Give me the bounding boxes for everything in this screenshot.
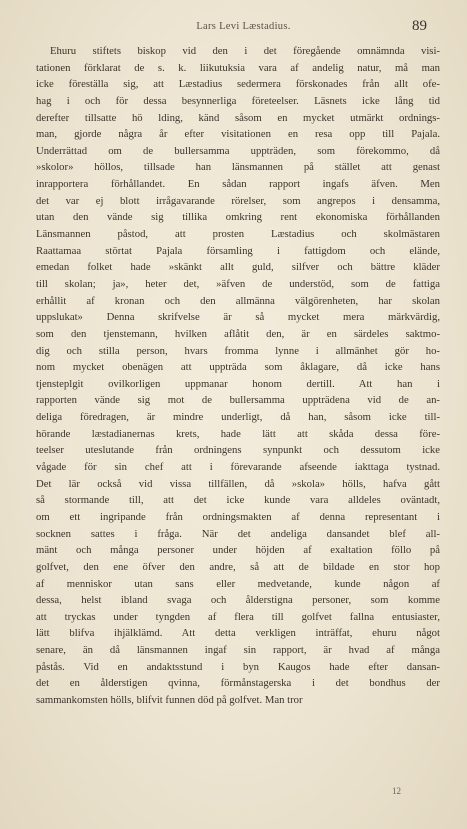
text-line: Länsmannen påstod, att prosten Læstadius och skolmästaren [36,228,440,241]
page-number: 89 [412,18,427,34]
text-line: vågade för sin chef att i förevarande afseende iakttaga tystnad. [36,461,440,474]
text-line: hag i och för dessa besynnerliga företeelser. Läsnets icke lång tid [36,94,440,107]
text-line: tationen förklarat de s. k. liikutuksia vara af andelig natur, må man [36,61,440,74]
text-line: så stormande till, att det icke kunde vara alldeles oväntadt, [36,494,440,507]
text-line: man, gjorde några år efter visitationen en resa opp till Pajala. [36,128,440,141]
text-line: att tryckas under tyngden af flera till golfvet fallna entusiaster, [36,610,440,623]
text-line: golfvet, den ene öfver den andre, så att de bildade en stor hop [36,560,440,573]
text-line: dig och stilla person, hvars fromma lynne i allmänhet gör ho- [36,344,440,357]
text-line: det en ålderstigen qvinna, förmånstagerska i det bondhus der [36,677,440,690]
text-line: erhållit af kronan och den allmänna välgörenheten, har skolan [36,294,440,307]
text-line: sammankomsten hölls, blifvit funnen död på golfvet. Man tror [36,693,303,706]
text-line: mänt och många personer under höjden af exaltation föllo på [36,544,440,557]
text-line: uppslukat» Denna skrifvelse är så mycket mera märkvärdig, [36,311,440,324]
text-line: hörande læstadianernas krets, hade lätt att skåda dessa före- [36,427,440,440]
body-text [36,43,440,709]
text-line: deliga föredragen, är mindre underligt, då han, såsom icke till- [36,411,440,424]
text-line: derefter tillsatte hö lding, känd såsom en mycket utmärkt ordnings- [36,111,440,124]
text-line: emedan folket hade »skänkt allt guld, silfver och bättre kläder [36,261,440,274]
text-line: lätt blifva ihjälklämd. Att detta verkligen inträffat, ehuru något [36,627,440,640]
text-line: icke föreställa sig, att Læstadius sedermera förskonades från allt ofe- [36,78,440,91]
running-head [60,18,427,38]
text-line: nom mycket obenägen att uppträda som åklagare, då icke hans [36,361,440,374]
text-line: om ett ingripande från ordningsmakten af denna representant i [36,510,440,523]
text-line: Det lär också vid vissa tillfällen, då »skola» hölls, hafva gått [36,477,440,490]
text-line: som den tjenstemann, hvilken aflåtit den, är en särdeles saktmo- [36,327,440,340]
text-line: Underrättad om de bullersamma uppträden, som förekommo, då [36,144,440,157]
text-line: teelser uteslutande från ordningens synpunkt och dessutom icke [36,444,440,457]
text-line: Raattamaa störtat Pajala församling i fattigdom och elände, [36,244,440,257]
text-line: »skolor» höllos, tillsade han länsmannen på stället att genast [36,161,440,174]
text-line: utan den vände sig tillika omkring rent ekonomiska förhållanden [36,211,440,224]
text-line: socknen sattes i fråga. När det andeliga dansandet blef all- [36,527,440,540]
signature-mark: 12 [392,786,401,796]
text-line: det var ej blott irrågavarande rörelser, som angrepos i densamma, [36,194,440,207]
text-line: inrapportera förhållandet. En sådan rapport ingafs äfven. Men [36,178,440,191]
text-line: Ehuru stiftets biskop vid den i det föregående omnämnda visi- [50,45,440,57]
text-line: rapporten vände sig mot de bullersamma uppträdena vid de an- [36,394,440,407]
text-line: påstås. Vid en andaktsstund i byn Kaugos hade efter dansan- [36,660,440,673]
text-line: senare, än då länsmannen ingaf sin rapport, är hvad af många [36,644,440,657]
running-title: Lars Levi Læstadius. [196,21,291,32]
text-line: dessa, helst ibland svaga och ålderstigna personer, som komme [36,594,440,607]
text-line: till skolan; ja», heter det, »äfven de understöd, som de fattiga [36,277,440,290]
text-line: tjensteplgit ovilkorligen uppmanar honom dertill. Att han i [36,377,440,390]
text-line: af menniskor utan sans eller medvetande, kunde någon af [36,577,440,590]
